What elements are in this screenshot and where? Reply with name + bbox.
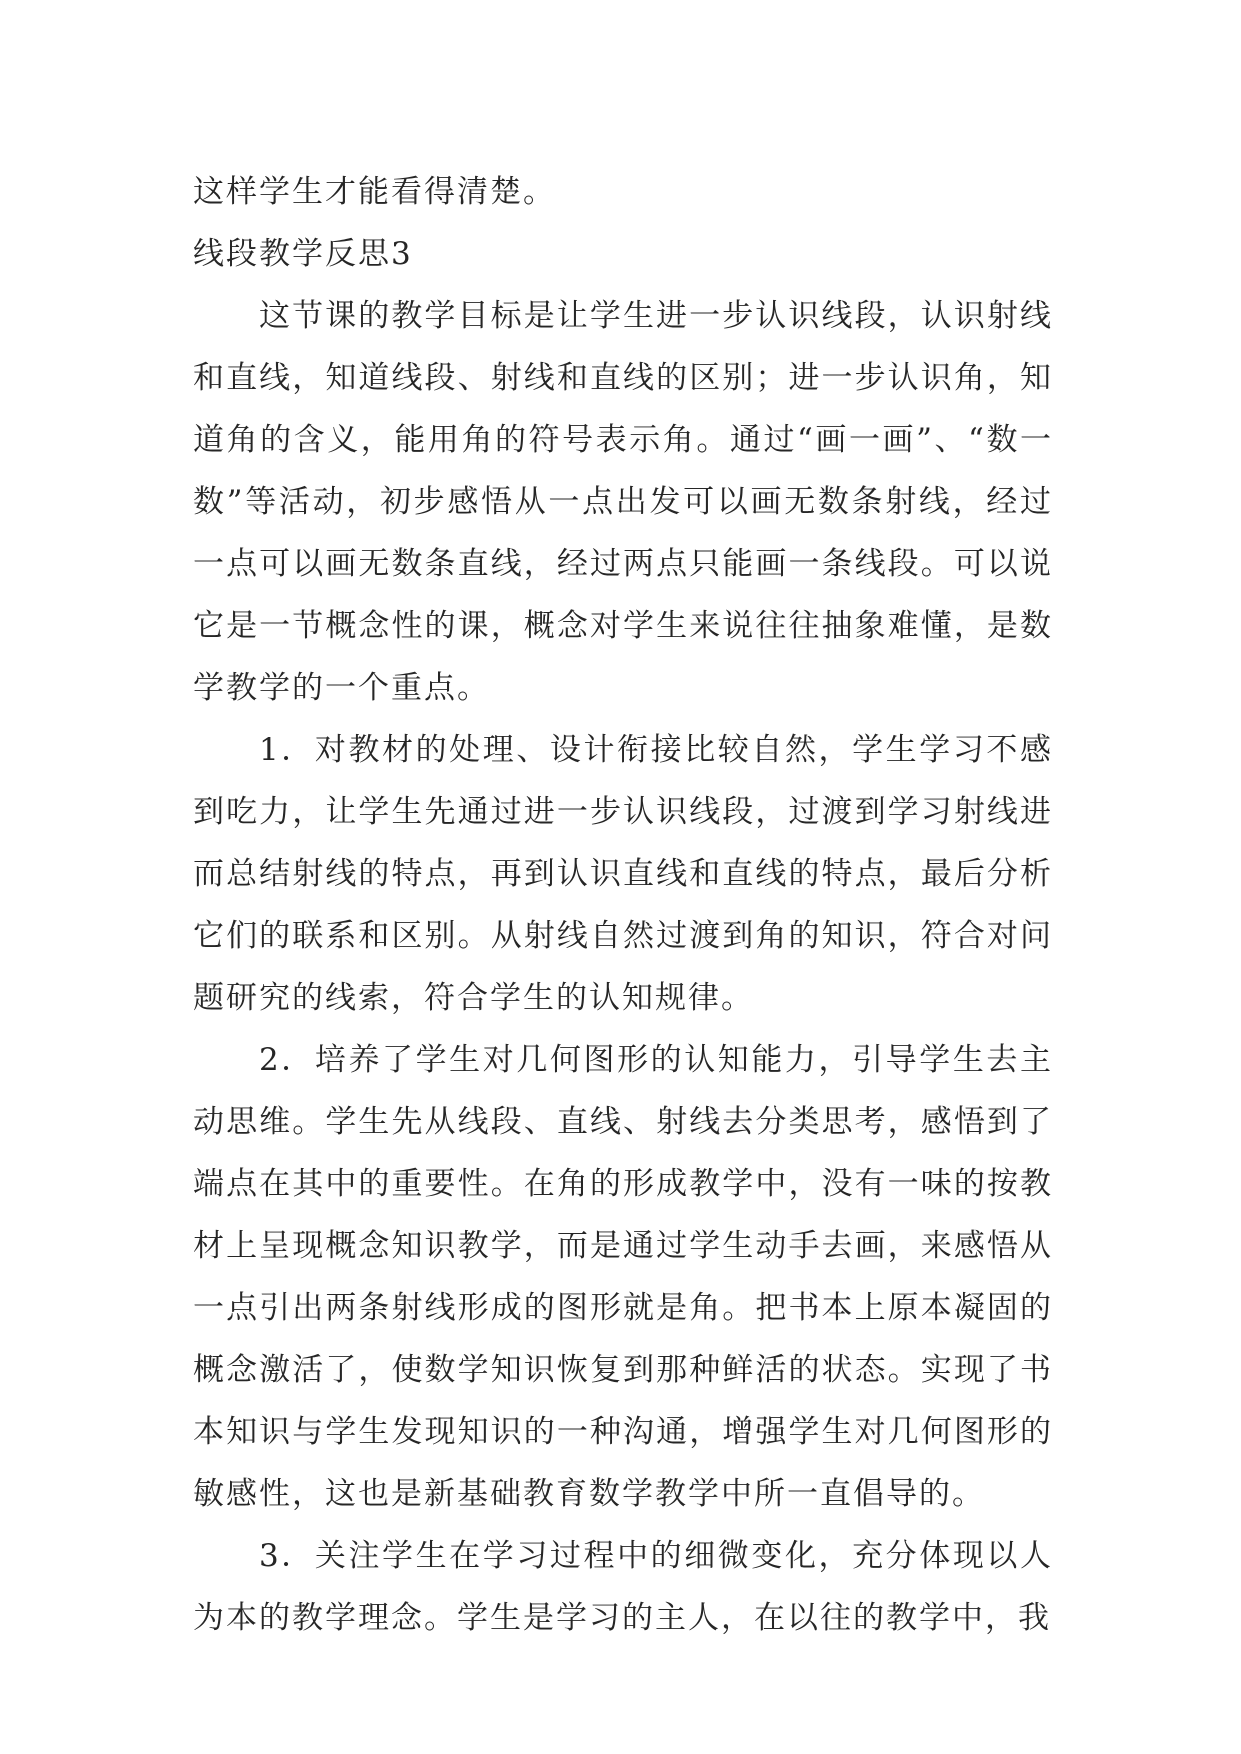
continuation-line: 这样学生才能看得清楚。 (193, 174, 556, 210)
paragraph-intro: 这节课的教学目标是让学生进一步认识线段，认识射线和直线，知道线段、射线和直线的区别；进一步认识角，知道角的含义，能用角的符号表示角。通过“画一画”、“数一数”等活动，初步感悟从一点出发可以画无数条射线，经过一点可以画无数条直线，经过两点只能画一条线段。可以说它是一节概念性的课，概念对学生来说往往抽象难懂，是数学教学的一个重点。 (193, 298, 1053, 706)
section-heading: 线段教学反思3 (193, 236, 413, 272)
paragraph-point-3: 3．关注学生在学习过程中的细微变化，充分体现以人为本的教学理念。学生是学习的主人，在以往的教学中，我 (193, 1538, 1053, 1636)
document-body (193, 161, 1053, 1649)
paragraph-point-1: 1．对教材的处理、设计衔接比较自然，学生学习不感到吃力，让学生先通过进一步认识线段，过渡到学习射线进而总结射线的特点，再到认识直线和直线的特点，最后分析它们的联系和区别。从射线自然过渡到角的知识，符合对问题研究的线索，符合学生的认知规律。 (193, 732, 1053, 1016)
paragraph-point-2: 2．培养了学生对几何图形的认知能力，引导学生去主动思维。学生先从线段、直线、射线去分类思考，感悟到了端点在其中的重要性。在角的形成教学中，没有一味的按教材上呈现概念知识教学，而是通过学生动手去画，来感悟从一点引出两条射线形成的图形就是角。把书本上原本凝固的概念激活了，使数学知识恢复到那种鲜活的状态。实现了书本知识与学生发现知识的一种沟通，增强学生对几何图形的敏感性，这也是新基础教育数学教学中所一直倡导的。 (193, 1042, 1053, 1512)
